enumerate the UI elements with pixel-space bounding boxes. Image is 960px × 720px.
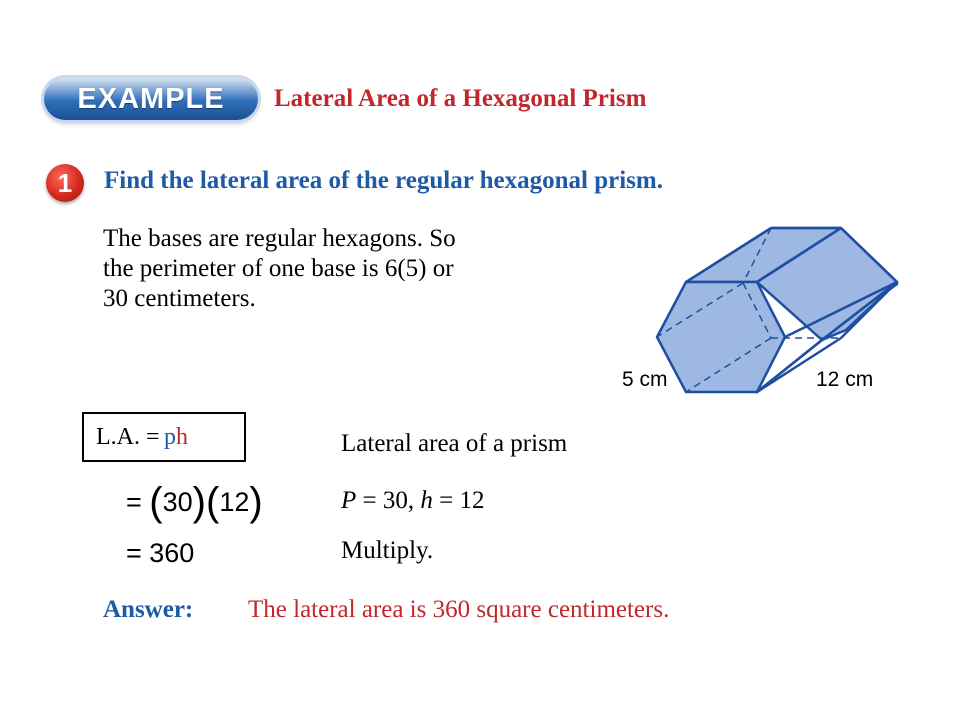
example-badge: EXAMPLE bbox=[44, 78, 258, 120]
example-title: Lateral Area of a Hexagonal Prism bbox=[274, 85, 647, 112]
value-30: 30 bbox=[162, 487, 193, 517]
explanation-text: The bases are regular hexagons. So the perimeter of one base is 6(5) or 30 centimeters. bbox=[103, 225, 456, 312]
formula-h: h bbox=[176, 424, 188, 450]
equals-sign: = bbox=[126, 487, 142, 517]
reason-2-mid: = 30, bbox=[356, 487, 421, 514]
height-label: 12 cm bbox=[816, 368, 874, 391]
formula-lhs: L.A. = bbox=[96, 424, 160, 450]
problem-statement: Find the lateral area of the regular hexagonal prism. bbox=[104, 167, 663, 194]
value-12: 12 bbox=[219, 487, 250, 517]
prism-front-base bbox=[657, 282, 785, 392]
formula-p: p bbox=[164, 424, 176, 450]
reason-3: Multiply. bbox=[341, 537, 434, 564]
hexagonal-prism-diagram bbox=[600, 210, 900, 400]
substitution-step: = (30)(12) bbox=[126, 480, 263, 524]
reason-2-h: h bbox=[420, 487, 433, 514]
step-number-badge: 1 bbox=[46, 164, 84, 202]
answer-label: Answer: bbox=[103, 596, 194, 623]
reason-2 bbox=[341, 487, 485, 515]
answer-text: The lateral area is 360 square centimeters. bbox=[248, 596, 670, 623]
result-step: = 360 bbox=[126, 538, 195, 568]
reason-2-p: P bbox=[341, 487, 357, 514]
reason-1: Lateral area of a prism bbox=[341, 430, 568, 457]
side-length-label: 5 cm bbox=[622, 368, 668, 391]
reason-2-end: = 12 bbox=[432, 487, 485, 514]
formula-rhs bbox=[164, 424, 188, 451]
